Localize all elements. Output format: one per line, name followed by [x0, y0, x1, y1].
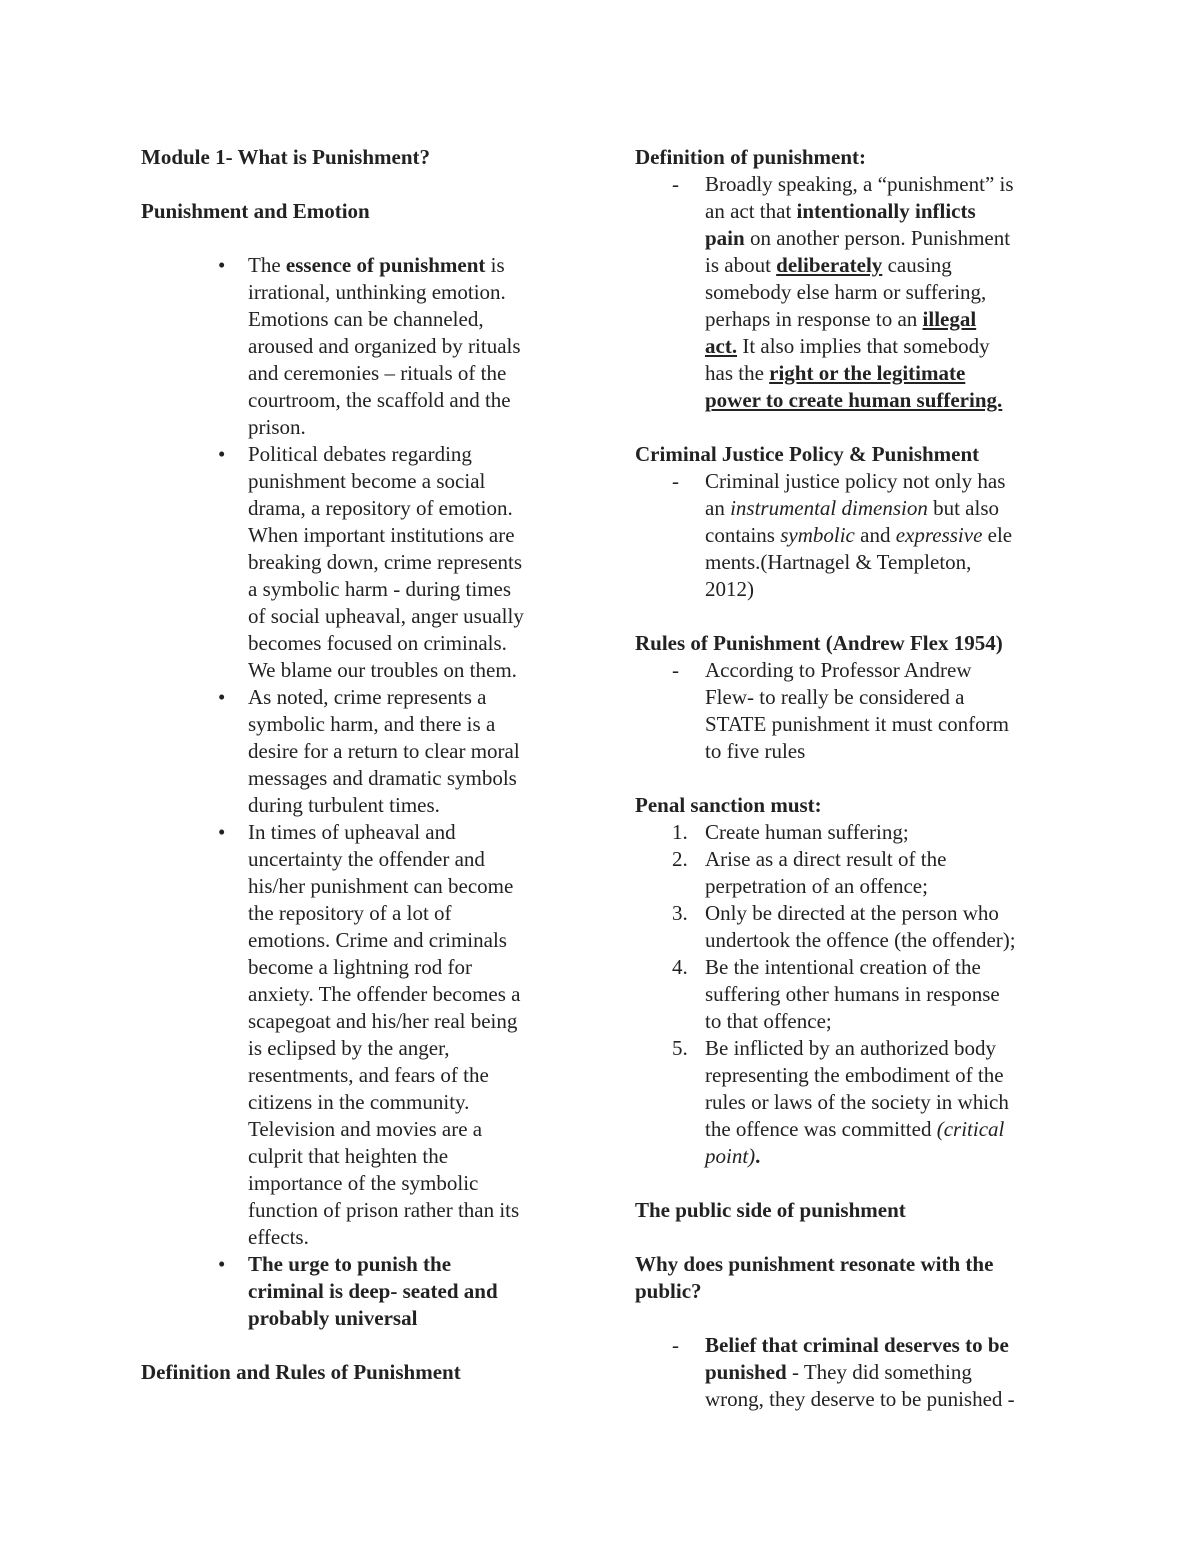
- text-line: [248, 1089, 469, 1116]
- text-run: scapegoat and his/her real being: [248, 1009, 518, 1033]
- text-line: [248, 657, 517, 684]
- section-heading: [141, 1359, 461, 1386]
- text-line: [248, 684, 487, 711]
- text-line: [248, 927, 507, 954]
- text-line: [705, 306, 976, 333]
- text-run: The: [248, 253, 286, 277]
- text-run: The urge to punish the: [248, 1252, 452, 1276]
- text-run: right or the legitimate: [769, 361, 966, 385]
- text-line: [705, 225, 1010, 252]
- section-heading: [141, 144, 430, 171]
- text-run: aroused and organized by rituals: [248, 334, 521, 358]
- text-run: an act that: [705, 199, 797, 223]
- text-run: ments.(Hartnagel & Templeton,: [705, 550, 972, 574]
- text-run: courtroom, the scaffold and the: [248, 388, 511, 412]
- text-line: [248, 441, 472, 468]
- text-line: [705, 1359, 972, 1386]
- section-heading: [635, 144, 866, 171]
- text-run: intentionally inflicts: [796, 199, 976, 223]
- text-run: has the: [705, 361, 770, 385]
- text-run: probably universal: [248, 1306, 418, 1330]
- text-line: [248, 900, 452, 927]
- text-run: drama, a repository of emotion.: [248, 496, 513, 520]
- text-run: It also implies that somebody: [737, 334, 990, 358]
- text-run: on another person. Punishment: [744, 226, 1011, 250]
- text-line: [705, 738, 805, 765]
- text-line: [248, 306, 484, 333]
- text-line: [248, 1035, 450, 1062]
- text-line: [705, 522, 1012, 549]
- text-line: [705, 684, 965, 711]
- text-run: breaking down, crime represents: [248, 550, 523, 574]
- section-heading: [635, 441, 979, 468]
- text-line: [705, 1035, 996, 1062]
- text-run: anxiety. The offender becomes a: [248, 982, 521, 1006]
- text-run: prison.: [248, 415, 306, 439]
- text-line: [248, 738, 520, 765]
- text-line: [248, 360, 506, 387]
- text-line: [705, 279, 986, 306]
- text-run: citizens in the community.: [248, 1090, 470, 1114]
- text-run: punished: [705, 1360, 787, 1384]
- text-line: [248, 333, 521, 360]
- text-run: perpetration of an offence;: [705, 874, 928, 898]
- text-line: [705, 981, 1000, 1008]
- text-run: and: [854, 523, 896, 547]
- section-heading: [635, 792, 822, 819]
- text-run: to five rules: [705, 739, 806, 763]
- text-line: [248, 387, 511, 414]
- text-line: [248, 792, 440, 819]
- text-line: [705, 1386, 1015, 1413]
- text-line: [705, 549, 971, 576]
- text-run: .: [755, 1144, 761, 1168]
- text-run: irrational, unthinking emotion.: [248, 280, 506, 304]
- text-run: is eclipsed by the anger,: [248, 1036, 450, 1060]
- text-run: When important institutions are: [248, 523, 515, 547]
- text-line: [248, 522, 515, 549]
- text-line: [248, 414, 306, 441]
- dash-marker: -: [672, 1333, 679, 1357]
- text-run: function of prison rather than its: [248, 1198, 520, 1222]
- text-run: wrong, they deserve to be punished -: [705, 1387, 1015, 1411]
- text-line: [705, 1143, 760, 1170]
- text-run: uncertainty the offender and: [248, 847, 485, 871]
- text-run: a symbolic harm - during times: [248, 577, 512, 601]
- text-run: Television and movies are a: [248, 1117, 483, 1141]
- text-line: [705, 576, 754, 603]
- text-run: to that offence;: [705, 1009, 832, 1033]
- text-run: Arise as a direct result of the: [705, 847, 947, 871]
- text-run: symbolic: [780, 523, 855, 547]
- text-line: [248, 1224, 309, 1251]
- text-line: [248, 765, 517, 792]
- text-run: the offence was committed: [705, 1117, 937, 1141]
- text-run: point): [705, 1144, 756, 1168]
- text-run: ele: [982, 523, 1013, 547]
- text-run: somebody else harm or suffering,: [705, 280, 987, 304]
- text-line: [248, 1170, 478, 1197]
- text-line: [248, 1251, 451, 1278]
- text-run: Emotions can be channeled,: [248, 307, 484, 331]
- dash-marker: -: [672, 658, 679, 682]
- text-run: STATE punishment it must conform: [705, 712, 1009, 736]
- section-heading: [141, 198, 370, 225]
- text-line: [705, 171, 1014, 198]
- text-line: [705, 657, 972, 684]
- text-run: In times of upheaval and: [248, 820, 456, 844]
- text-line: [248, 549, 522, 576]
- text-line: [248, 1008, 517, 1035]
- text-run: Criminal justice policy not only has: [705, 469, 1006, 493]
- text-line: [248, 1278, 498, 1305]
- text-run: deliberately: [776, 253, 883, 277]
- text-run: Belief that criminal deserves to be: [705, 1333, 1009, 1357]
- text-line: [705, 954, 981, 981]
- text-run: act.: [705, 334, 738, 358]
- list-number: 1.: [672, 820, 688, 844]
- text-run: Definition and Rules of Punishment: [141, 1360, 461, 1384]
- text-run: desire for a return to clear moral: [248, 739, 520, 763]
- text-run: is: [485, 253, 505, 277]
- text-line: [705, 900, 999, 927]
- text-run: symbolic harm, and there is a: [248, 712, 496, 736]
- text-run: Be the intentional creation of the: [705, 955, 981, 979]
- text-line: [248, 279, 506, 306]
- text-run: punishment become a social: [248, 469, 486, 493]
- text-run: Definition of punishment:: [635, 145, 867, 169]
- text-line: [705, 1008, 832, 1035]
- text-run: criminal is deep- seated and: [248, 1279, 498, 1303]
- bullet-icon: •: [218, 820, 226, 844]
- text-line: [248, 981, 521, 1008]
- section-heading: [635, 1197, 906, 1224]
- text-line: [705, 1116, 1004, 1143]
- text-run: expressive: [895, 523, 983, 547]
- text-run: suffering other humans in response: [705, 982, 1000, 1006]
- text-run: representing the embodiment of the: [705, 1063, 1004, 1087]
- text-run: instrumental dimension: [730, 496, 928, 520]
- text-run: is about: [705, 253, 777, 277]
- text-run: Module 1- What is Punishment?: [141, 145, 430, 169]
- text-run: Punishment and Emotion: [141, 199, 370, 223]
- text-run: and ceremonies – rituals of the: [248, 361, 507, 385]
- text-line: [248, 1197, 519, 1224]
- text-line: [248, 630, 507, 657]
- text-line: [705, 819, 909, 846]
- text-line: [248, 495, 513, 522]
- text-run: during turbulent times.: [248, 793, 440, 817]
- text-run: Criminal Justice Policy & Punishment: [635, 442, 980, 466]
- text-line: [248, 576, 511, 603]
- text-run: According to Professor Andrew: [705, 658, 972, 682]
- text-run: Political debates regarding: [248, 442, 472, 466]
- text-run: - They did something: [786, 1360, 972, 1384]
- text-line: [705, 468, 1005, 495]
- text-run: Broadly speaking, a “punishment” is: [705, 172, 1014, 196]
- text-run: illegal: [922, 307, 977, 331]
- text-run: importance of the symbolic: [248, 1171, 479, 1195]
- text-line: [248, 1305, 417, 1332]
- text-run: Rules of Punishment (Andrew Flex 1954): [635, 631, 1003, 655]
- text-run: perhaps in response to an: [705, 307, 923, 331]
- text-run: resentments, and fears of the: [248, 1063, 489, 1087]
- text-run: 2012): [705, 577, 754, 601]
- text-run: undertook the offence (the offender);: [705, 928, 1016, 952]
- text-run: Create human suffering;: [705, 820, 909, 844]
- text-line: [248, 252, 505, 279]
- list-number: 5.: [672, 1036, 688, 1060]
- text-line: [705, 711, 1009, 738]
- text-run: an: [705, 496, 731, 520]
- text-run: of social upheaval, anger usually: [248, 604, 524, 628]
- text-line: [248, 954, 472, 981]
- text-run: but also: [927, 496, 999, 520]
- text-run: Be inflicted by an authorized body: [705, 1036, 996, 1060]
- text-line: [248, 468, 485, 495]
- text-line: [705, 873, 928, 900]
- text-line: [705, 846, 946, 873]
- text-run: As noted, crime represents a: [248, 685, 487, 709]
- text-line: [705, 1332, 1009, 1359]
- text-run: Flew- to really be considered a: [705, 685, 965, 709]
- bullet-icon: •: [218, 685, 226, 709]
- section-heading: [635, 1251, 993, 1278]
- text-line: [248, 846, 485, 873]
- text-line: [248, 603, 524, 630]
- text-line: [248, 1116, 482, 1143]
- section-heading: [635, 630, 1003, 657]
- text-run: becomes focused on criminals.: [248, 631, 507, 655]
- text-line: [248, 819, 456, 846]
- text-line: [705, 1089, 1009, 1116]
- dash-marker: -: [672, 172, 679, 196]
- list-number: 3.: [672, 901, 688, 925]
- list-number: 2.: [672, 847, 688, 871]
- text-line: [248, 711, 495, 738]
- text-run: his/her punishment can become: [248, 874, 514, 898]
- bullet-icon: •: [218, 1252, 226, 1276]
- text-line: [248, 1143, 448, 1170]
- text-run: Penal sanction must:: [635, 793, 822, 817]
- text-run: Only be directed at the person who: [705, 901, 999, 925]
- bullet-icon: •: [218, 253, 226, 277]
- text-line: [705, 360, 965, 387]
- text-line: [248, 1062, 489, 1089]
- text-line: [248, 873, 513, 900]
- text-run: The public side of punishment: [635, 1198, 906, 1222]
- text-line: [705, 252, 952, 279]
- text-run: messages and dramatic symbols: [248, 766, 517, 790]
- text-run: power to create human suffering.: [705, 388, 1003, 412]
- text-run: become a lightning rod for: [248, 955, 472, 979]
- text-run: public?: [635, 1279, 702, 1303]
- text-run: contains: [705, 523, 781, 547]
- text-run: (critical: [936, 1117, 1005, 1141]
- text-run: emotions. Crime and criminals: [248, 928, 507, 952]
- text-run: rules or laws of the society in which: [705, 1090, 1009, 1114]
- text-run: Why does punishment resonate with the: [635, 1252, 994, 1276]
- bullet-icon: •: [218, 442, 226, 466]
- text-run: We blame our troubles on them.: [248, 658, 517, 682]
- list-number: 4.: [672, 955, 688, 979]
- text-line: [705, 495, 999, 522]
- text-line: [705, 927, 1016, 954]
- text-run: pain: [705, 226, 745, 250]
- text-run: essence of punishment: [285, 253, 486, 277]
- text-run: the repository of a lot of: [248, 901, 452, 925]
- text-run: culprit that heighten the: [248, 1144, 449, 1168]
- section-heading: [635, 1278, 702, 1305]
- text-run: causing: [882, 253, 952, 277]
- text-line: [705, 198, 976, 225]
- text-run: effects.: [248, 1225, 309, 1249]
- dash-marker: -: [672, 469, 679, 493]
- text-line: [705, 387, 1002, 414]
- text-line: [705, 1062, 1004, 1089]
- text-line: [705, 333, 990, 360]
